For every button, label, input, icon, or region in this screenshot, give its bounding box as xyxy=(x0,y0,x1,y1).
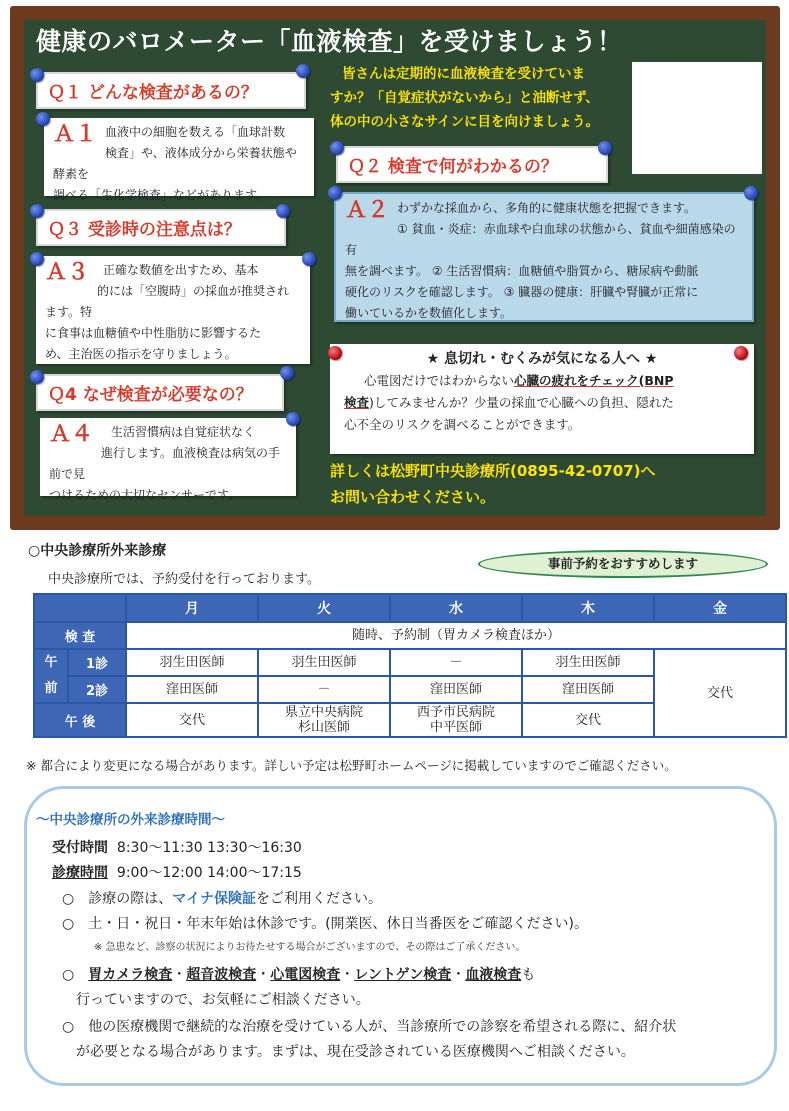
pin-icon xyxy=(328,346,342,360)
day-header: 金 xyxy=(654,594,786,622)
schedule-table xyxy=(33,593,787,738)
table-cell: 羽生田医師 xyxy=(126,649,258,676)
pin-icon xyxy=(36,112,50,126)
answer-line: わずかな採血から、多角的に健康状態を把握できます。 xyxy=(397,201,697,215)
consult-hours: 診療時間 9:00～12:00 14:00～17:15 xyxy=(52,865,302,881)
pin-icon xyxy=(330,141,344,155)
day-header: 木 xyxy=(522,594,654,622)
answer-card-a4: Ａ４ 生活習慣病は自覚症状なく 進行します。血液検査は病気の手前で見 つけるための大切なセンサーです。 xyxy=(40,418,296,496)
question-card-q3: Ｑ３ 受診時の注意点は？ xyxy=(36,209,286,246)
answer-line: 正確な数値を出すため、基本 xyxy=(103,263,259,277)
table-cell: 羽生田医師 xyxy=(522,649,654,676)
answer-line: 生活習慣病は自覚症状なく xyxy=(111,425,256,439)
answer-card-a2: Ａ２ わずかな採血から、多角的に健康状態を把握できます。 ① 貧血・炎症：赤血球や白血球の状態から、貧血や細菌感染の有 無を調べます。 ② 生活習慣病：血糖値や脂質から、糖尿病や動脈 硬化のリスクを確認します。 ③ 臓器の健康：肝臓や腎臓が正常に 働いているかを数値化します。 xyxy=(334,192,754,322)
pin-icon xyxy=(328,186,342,200)
answer-line: 無を調べます。 ② 生活習慣病：血糖値や脂質から、糖尿病や動脈 xyxy=(345,264,699,278)
day-header: 月 xyxy=(126,594,258,622)
answer-line: 硬化のリスクを確認します。 ③ 臓器の健康：肝臓や腎臓が正常に xyxy=(345,285,699,299)
table-row xyxy=(34,622,786,649)
answer-line: 調べる「生化学検査」などがあります。 xyxy=(53,188,269,202)
table-cell: 県立中央病院 杉山医師 xyxy=(258,703,390,737)
pin-icon xyxy=(30,68,44,82)
friday-cell: 交代 xyxy=(654,649,786,737)
reception-hours: 受付時間 8:30～11:30 13:30～16:30 xyxy=(52,840,302,856)
answer-line: ① 貧血・炎症：赤血球や白血球の状態から、貧血や細菌感染の有 xyxy=(345,222,736,257)
table-cell: － xyxy=(258,676,390,703)
bullet-exams-line2: 行っていますので、お気軽にご相談ください。 xyxy=(76,992,370,1008)
table-corner xyxy=(34,594,126,622)
table-row xyxy=(34,649,786,676)
row-label-pm: 午 後 xyxy=(34,703,126,737)
bullet-mynumber: ○ 診療の際は、マイナ保険証をご利用ください。 xyxy=(62,891,382,907)
photo-placeholder xyxy=(632,62,762,174)
question-card-q4: Ｑ4 なぜ検査が必要なの？ xyxy=(36,374,284,411)
pin-icon xyxy=(276,204,290,218)
pin-icon xyxy=(30,252,44,266)
pin-icon xyxy=(30,204,44,218)
bullet-exams: ○ 胃カメラ検査・超音波検査・心電図検査・レントゲン検査・血液検査も xyxy=(62,967,536,983)
pin-icon xyxy=(280,366,294,380)
section-title: ○中央診療所外来診療 xyxy=(28,543,167,559)
bullet-closed-days: ○ 土・日・祝日・年末年始は休診です。(開業医、休日当番医をご確認ください)。 xyxy=(62,916,589,932)
answer-card-a1: Ａ１ 血液中の細胞を数える「血球計数 検査」や、液体成分から栄養状態や酵素を 調べる「生化学検査」などがあります。 xyxy=(44,118,314,196)
table-cell: 交代 xyxy=(126,703,258,737)
section-subtitle: 中央診療所では、予約受付を行っております。 xyxy=(48,572,320,587)
pin-icon xyxy=(744,186,758,200)
bullet-referral-line2: が必要となる場合があります。まずは、現在受診されている医療機関へご相談ください。 xyxy=(76,1044,635,1060)
answer-line: 進行します。血液検査は病気の手前で見 xyxy=(49,446,281,481)
table-cell: 窪田医師 xyxy=(126,676,258,703)
answer-line: 血液中の細胞を数える「血球計数 xyxy=(105,125,286,139)
table-cell: 窪田医師 xyxy=(390,676,522,703)
hours-title: ～中央診療所の外来診療時間～ xyxy=(36,812,225,828)
answer-card-a3: Ａ３ 正確な数値を出すため、基本 的には「空腹時」の採血が推奨されます。特 に食事は血糖値や中性脂肪に影響するた め、主治医の指示を守りましょう。 xyxy=(36,256,310,364)
row-label-exam: 検 査 xyxy=(34,622,126,649)
answer-line: つけるための大切なセンサーです。 xyxy=(49,488,241,502)
board-title: 健康のバロメーター「血液検査」を受けましょう！ xyxy=(36,27,623,56)
row-label-1: 1診 xyxy=(68,649,126,676)
table-cell: － xyxy=(390,649,522,676)
contact-text: 詳しくは松野町中央診療所(0895-42-0707)へ お問い合わせください。 xyxy=(330,462,656,506)
table-cell: 窪田医師 xyxy=(522,676,654,703)
day-header: 火 xyxy=(258,594,390,622)
pin-icon xyxy=(302,252,316,266)
pin-icon xyxy=(734,346,748,360)
question-card-q2: Ｑ２ 検査で何がわかるの？ xyxy=(336,146,608,183)
answer-line: 的には「空腹時」の採血が推奨されます。特 xyxy=(45,284,290,319)
answer-line: 働いているかを数値化します。 xyxy=(345,306,513,320)
reservation-ribbon: 事前予約をおすすめします xyxy=(478,550,768,578)
schedule-note: ※ 都合により変更になる場合があります。詳しい予定は松野町ホームページに掲載していますのでご確認ください。 xyxy=(26,758,677,773)
table-cell: 西予市民病院 中平医師 xyxy=(390,703,522,737)
pin-icon xyxy=(598,141,612,155)
exam-cell: 随時、予約制（胃カメラ検査ほか） xyxy=(126,622,786,649)
answer-line: に食事は血糖値や中性脂肪に影響するた xyxy=(45,326,262,340)
table-cell: 羽生田医師 xyxy=(258,649,390,676)
answer-line: 検査」や、液体成分から栄養状態や酵素を xyxy=(53,146,297,181)
bullet-referral: ○ 他の医療機関で継続的な治療を受けている人が、当診療所での診察を希望される際に、紹介状 xyxy=(62,1019,677,1035)
row-label-2: 2診 xyxy=(68,676,126,703)
row-label-am: 午前 xyxy=(34,649,68,703)
pin-icon xyxy=(286,412,300,426)
answer-line: め、主治医の指示を守りましょう。 xyxy=(45,347,237,361)
pin-icon xyxy=(296,64,310,78)
emergency-note: ※ 急患など、診察の状況によりお待たせする場合がございますので、その際はご了承ください。 xyxy=(94,942,526,953)
pin-icon xyxy=(30,370,44,384)
day-header: 水 xyxy=(390,594,522,622)
intro-text: 皆さんは定期的に血液検査を受けていま すか？「自覚症状がないから」と油断せず、 体の中の小さなサインに目を向けましょう。 xyxy=(330,66,600,130)
bnp-info-card: ★ 息切れ・むくみが気になる人へ ★ 心電図だけではわからない心臓の疲れをチェック(BNP 検査)してみませんか？少量の採血で心臓への負担、隠れた 心不全のリスクを調べることができます。 xyxy=(330,344,754,454)
mynumber-link: マイナ保険証 xyxy=(172,891,256,907)
table-header-row xyxy=(34,594,786,622)
table-cell: 交代 xyxy=(522,703,654,737)
question-card-q1: Ｑ１ どんな検査があるの？ xyxy=(36,72,306,109)
